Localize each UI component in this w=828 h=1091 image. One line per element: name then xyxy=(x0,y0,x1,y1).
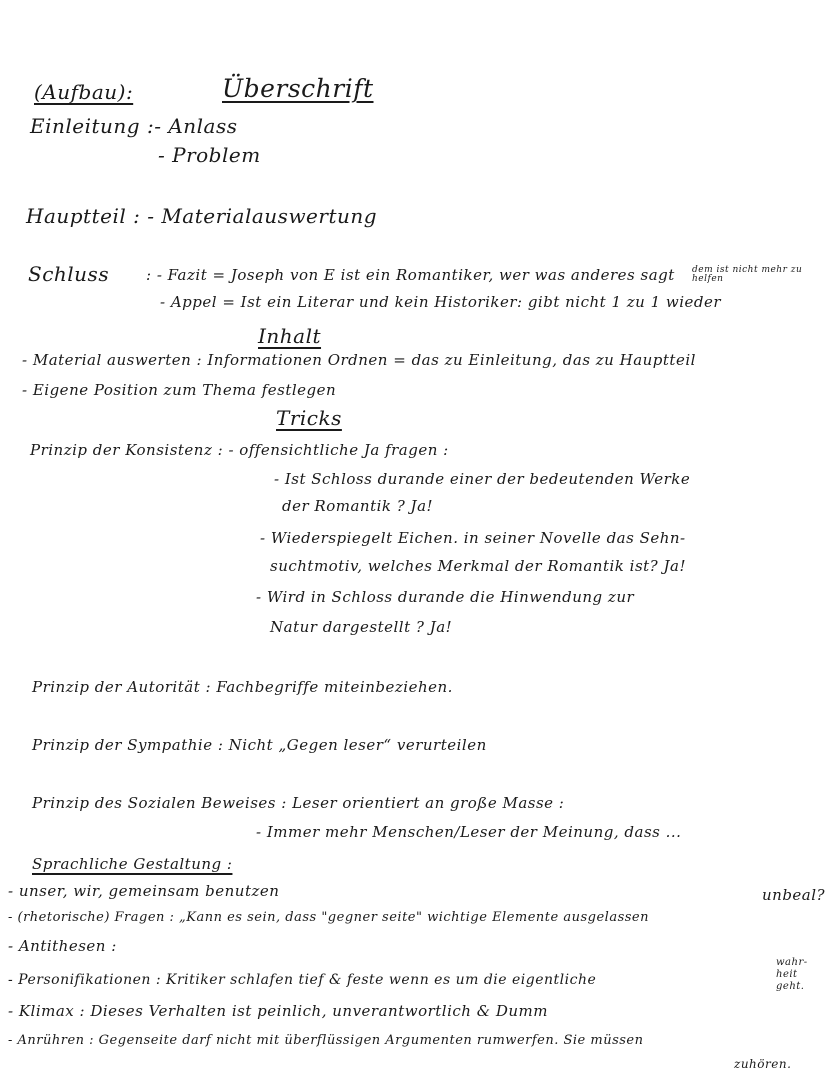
sprache-item-6: - Anrühren : Gegenseite darf nicht mit überflüssigen Argumenten rumwerfen. Sie müssen xyxy=(8,1033,644,1048)
konsistenz-question-3a: - Wird in Schloss durande die Hinwendung zur xyxy=(256,588,635,606)
sprache-item-4-note-2: heit xyxy=(776,969,798,980)
konsistenz-line: Prinzip der Konsistenz : - offensichtliche Ja fragen : xyxy=(30,441,449,459)
sprache-item-1: - unser, wir, gemeinsam benutzen xyxy=(8,882,280,900)
konsistenz-question-2b: suchtmotiv, welches Merkmal der Romantik ist? Ja! xyxy=(270,557,686,575)
sprache-item-3: - Antithesen : xyxy=(8,937,117,955)
page-title: Überschrift xyxy=(222,74,374,103)
sprache-item-4-note-3: geht. xyxy=(776,981,805,992)
sympathie-line: Prinzip der Sympathie : Nicht „Gegen leser“ verurteilen xyxy=(32,736,487,754)
konsistenz-question-3b: Natur dargestellt ? Ja! xyxy=(270,618,453,636)
konsistenz-question-1b: der Romantik ? Ja! xyxy=(282,497,434,515)
autoritaet-line: Prinzip der Autorität : Fachbegriffe miteinbeziehen. xyxy=(32,678,453,696)
inhalt-item-2: - Eigene Position zum Thema festlegen xyxy=(22,381,337,399)
hauptteil-line: Hauptteil : - Materialauswertung xyxy=(26,204,378,228)
sozial-line-2: - Immer mehr Menschen/Leser der Meinung, dass ... xyxy=(256,823,682,841)
aufbau-label: (Aufbau): xyxy=(34,80,134,104)
sprache-item-4: - Personifikationen : Kritiker schlafen tief & feste wenn es um die eigentliche xyxy=(8,972,597,988)
konsistenz-question-2a: - Wiederspiegelt Eichen. in seiner Novelle das Sehn- xyxy=(260,529,686,547)
inhalt-heading: Inhalt xyxy=(258,324,322,348)
konsistenz-question-1a: - Ist Schloss durande einer der bedeutenden Werke xyxy=(274,470,691,488)
schluss-label: Schluss xyxy=(28,262,110,286)
schluss-appel: - Appel = Ist ein Literar und kein Historiker: gibt nicht 1 zu 1 wieder xyxy=(160,293,722,311)
einleitung-line: Einleitung :- Anlass xyxy=(30,114,238,138)
sozial-line-1: Prinzip des Sozialen Beweises : Leser orientiert an große Masse : xyxy=(32,794,565,812)
inhalt-item-1: - Material auswerten : Informationen Ordnen = das zu Einleitung, das zu Hauptteil xyxy=(22,351,696,369)
schluss-fazit: : - Fazit = Joseph von E ist ein Romantiker, wer was anderes sagt xyxy=(146,266,675,284)
sprache-item-5: - Klimax : Dieses Verhalten ist peinlich, unverantwortlich & Dumm xyxy=(8,1002,548,1020)
sprache-item-2: - (rhetorische) Fragen : „Kann es sein, dass "gegner seite" wichtige Elemente ausgelassen xyxy=(8,910,649,925)
tricks-heading: Tricks xyxy=(276,406,342,430)
sprache-item-1-note: unbeal? xyxy=(762,886,826,904)
schluss-fazit-note: dem ist nicht mehr zu helfen xyxy=(692,265,803,284)
sprache-item-4-note-1: wahr- xyxy=(776,957,808,968)
sprache-heading: Sprachliche Gestaltung : xyxy=(32,855,233,873)
sprache-item-6-cont: zuhören. xyxy=(734,1057,792,1071)
einleitung-problem: - Problem xyxy=(158,143,261,167)
